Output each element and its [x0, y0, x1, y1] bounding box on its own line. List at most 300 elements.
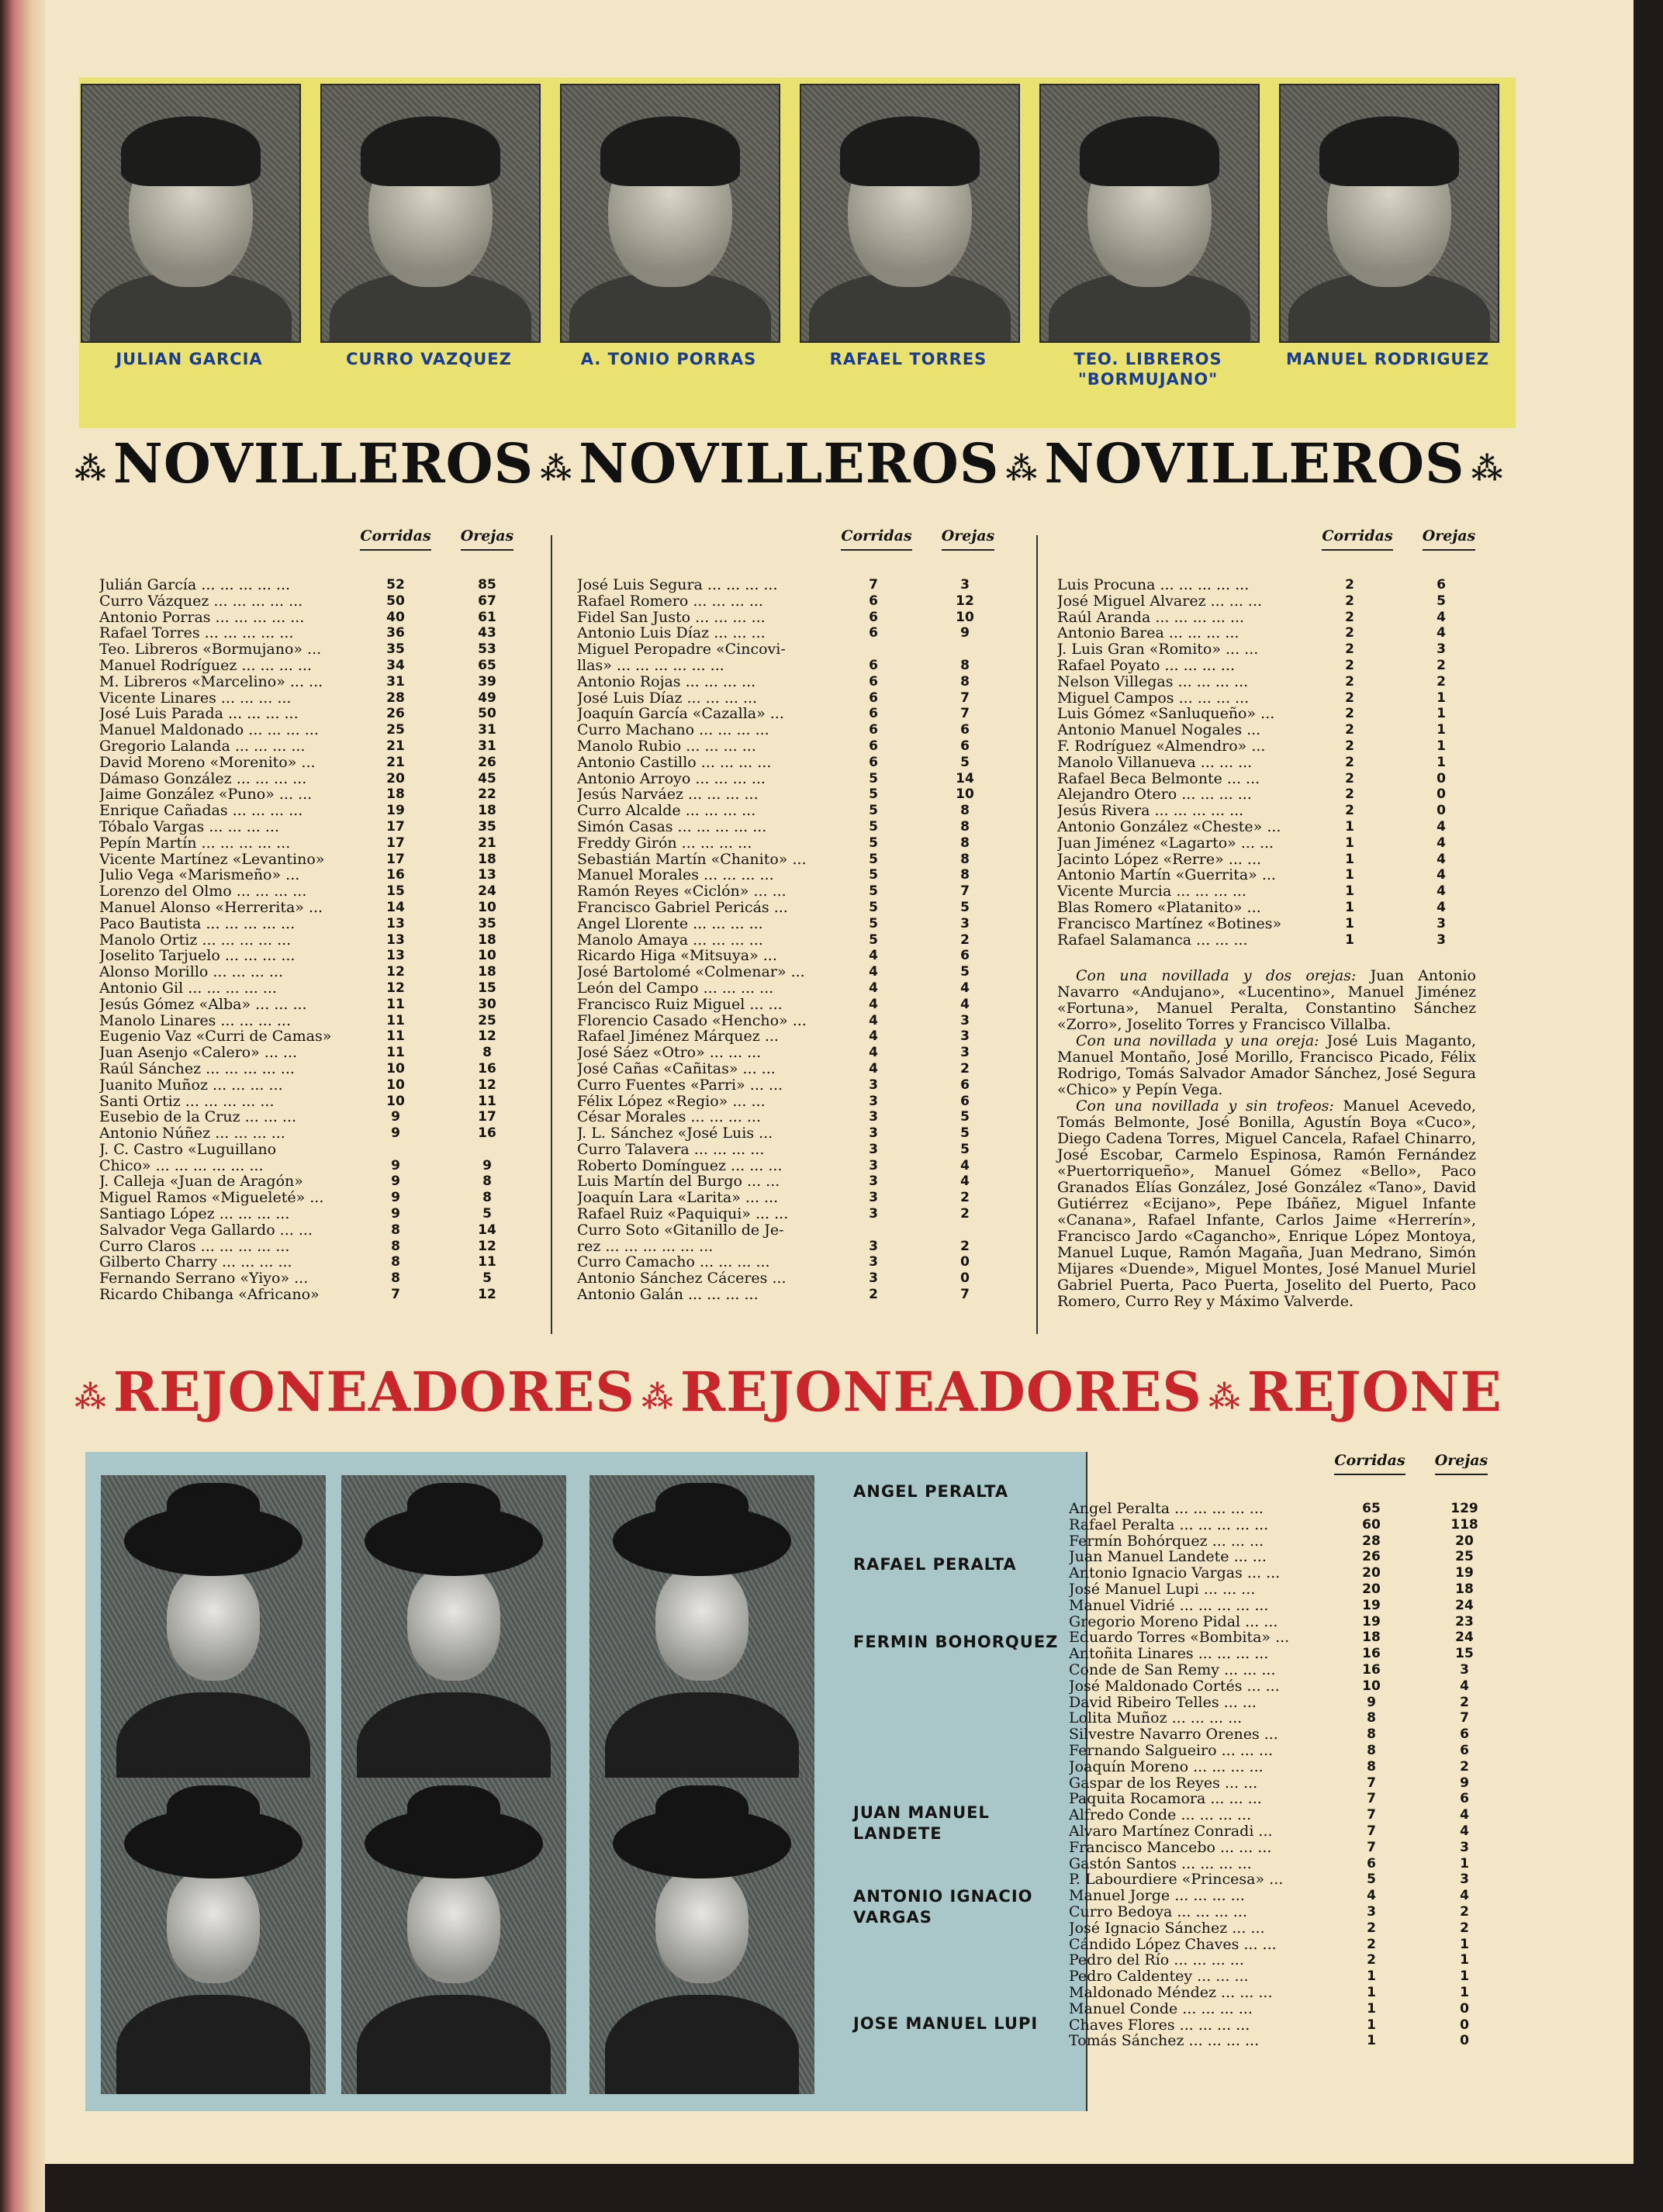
table-row: [577, 658, 1027, 674]
row-corridas: 2: [1345, 690, 1354, 706]
table-row: [1069, 1775, 1534, 1792]
table-row: [1069, 1968, 1534, 1985]
rejoneador-photo: [101, 1778, 326, 2094]
row-corridas: 6: [869, 722, 878, 738]
table-row: [99, 803, 549, 819]
table-row: [577, 577, 1027, 593]
row-orejas: 4: [1460, 1888, 1469, 1904]
portrait-hair: [1319, 116, 1459, 186]
row-name: José Luis Díaz ... ... ... ...: [577, 690, 758, 707]
row-corridas: 4: [869, 996, 878, 1012]
row-orejas: 14: [956, 770, 974, 786]
row-orejas: 18: [478, 964, 496, 980]
row-corridas: 11: [386, 1012, 405, 1028]
rejoneador-photo: [589, 1778, 814, 2094]
table-row: [1057, 786, 1492, 803]
row-corridas: 11: [386, 1045, 405, 1061]
row-name: Santiago López ... ... ... ...: [99, 1206, 290, 1222]
row-orejas: 6: [960, 722, 970, 738]
row-orejas: 2: [960, 1190, 970, 1206]
novilleros-photo-strip: [79, 78, 1516, 428]
row-name: Roberto Domínguez ... ... ...: [577, 1157, 783, 1174]
row-name: Francisco Mancebo ... ... ...: [1069, 1839, 1272, 1856]
row-name: Tóbalo Vargas ... ... ... ...: [99, 818, 279, 835]
row-corridas: 5: [869, 883, 878, 900]
table-row: [1069, 1662, 1534, 1678]
row-orejas: 3: [1437, 915, 1446, 931]
rejoneador-photo: [101, 1475, 326, 1792]
row-name: Alejandro Otero ... ... ... ...: [1057, 786, 1252, 804]
portrait-hair: [1080, 116, 1219, 186]
row-name: Rafael Torres ... ... ... ... ...: [99, 625, 294, 642]
row-name: Vicente Linares ... ... ... ...: [99, 690, 292, 707]
rider-body: [605, 1995, 799, 2094]
table-row: [577, 1270, 1027, 1287]
portrait-hair: [840, 116, 980, 186]
row-name: Antonio González «Cheste» ...: [1057, 818, 1281, 835]
row-corridas: 36: [386, 625, 405, 641]
row-orejas: 4: [960, 1173, 970, 1190]
row-corridas: 9: [391, 1109, 400, 1125]
row-name: Pedro del Río ... ... ... ...: [1069, 1952, 1244, 1969]
table-row: [99, 706, 549, 722]
row-orejas: 3: [960, 1028, 970, 1045]
row-name: Miguel Peropadre «Cincovi-: [577, 641, 786, 658]
table-row: [1069, 1904, 1534, 1920]
table-row: [577, 883, 1027, 900]
novilleros-table-1: [99, 577, 549, 1303]
row-corridas: 28: [1362, 1533, 1381, 1549]
ornament-icon: ⁂: [641, 1378, 674, 1415]
row-name: Ricardo Higa «Mitsuya» ...: [577, 948, 777, 965]
row-orejas: 1: [1460, 1952, 1469, 1968]
row-name: Curro Camacho ... ... ... ...: [577, 1254, 770, 1271]
row-name: Curro Bedoya ... ... ... ...: [1069, 1903, 1247, 1920]
row-name: Francisco Gabriel Pericás ...: [577, 899, 788, 916]
table-row: [1057, 883, 1492, 900]
row-name: Curro Vázquez ... ... ... ... ...: [99, 593, 303, 610]
row-corridas: 9: [391, 1157, 400, 1173]
table-row: [577, 722, 1027, 738]
row-name: P. Labourdiere «Princesa» ...: [1069, 1872, 1284, 1889]
rider-face: [407, 1867, 500, 1983]
row-name: Antonio Rojas ... ... ... ...: [577, 673, 756, 690]
rejoneadores-table: [1069, 1501, 1534, 2049]
row-name: Freddy Girón ... ... ... ...: [577, 835, 752, 852]
row-corridas: 1: [1367, 1968, 1376, 1985]
portrait-caption: MANUEL RODRIGUEZ: [1285, 350, 1490, 368]
row-name: Félix López «Regio» ... ...: [577, 1093, 766, 1110]
table-row: [1057, 674, 1492, 690]
row-orejas: 9: [1460, 1775, 1469, 1791]
row-corridas: 17: [386, 835, 405, 851]
rejoneadores-photo-panel: [85, 1452, 1086, 2111]
row-orejas: 0: [1460, 2033, 1469, 2049]
row-name: Francisco Ruiz Miguel ... ...: [577, 996, 783, 1013]
row-corridas: 4: [869, 980, 878, 996]
row-orejas: 3: [960, 915, 970, 931]
row-corridas: 18: [1362, 1630, 1381, 1646]
table-row: [577, 932, 1027, 949]
hat-crown-icon: [167, 1785, 260, 1840]
row-corridas: 5: [869, 835, 878, 851]
table-row: [99, 610, 549, 626]
note-text: Manuel Acevedo, Tomás Belmonte, José Bonilla, Agustín Boya «Cuco», Diego Cadena Torres, Miguel Cancela, Rafael Chinarro, José Escobar, Carmelo Espinosa, Ramón Fernández «Puertorriqueño», Manuel Gómez «Bello», Paco Granados Elías González, José González «Tano», David Gutiérrez «Ecijano», Pepe Ibáñez, Miguel Infante «Canana», Rafael Infante, Carlos Jaime «Herrerín», Francisco Jardo «Caganchо», Enrique López Montoya, Manuel Luque, Ramón Magaña, Juan Medrano, Simón Mijares «Duende», Miguel Montes, José Manuel Muriel Gabriel Puerta, Paco Puerta, Joselito del Puerto, Paco Romero, Curro Rey y Máximo Valverde.: [1057, 1097, 1476, 1310]
row-orejas: 4: [960, 980, 970, 996]
table-row: [1057, 916, 1492, 932]
row-orejas: 6: [1460, 1791, 1469, 1807]
row-name: Tomás Sánchez ... ... ... ...: [1069, 2033, 1260, 2050]
rider-face: [655, 1867, 749, 1983]
row-name: Curro Claros ... ... ... ... ...: [99, 1238, 290, 1255]
row-name: José Sáez «Otro» ... ... ...: [577, 1045, 762, 1061]
table-row: [577, 1190, 1027, 1206]
row-corridas: 3: [869, 1093, 878, 1109]
row-corridas: 26: [1362, 1549, 1381, 1565]
row-name: llas» ... ... ... ... ... ...: [577, 657, 724, 674]
row-name: F. Rodríguez «Almendro» ...: [1057, 738, 1266, 755]
rider-body: [116, 1995, 310, 2094]
row-orejas: 1: [1437, 754, 1446, 770]
row-name: Simón Casas ... ... ... ... ...: [577, 818, 767, 835]
row-orejas: 3: [960, 1012, 970, 1028]
row-orejas: 0: [1437, 770, 1446, 786]
table-row: [1069, 1501, 1534, 1517]
row-orejas: 4: [1437, 625, 1446, 641]
table-row: [577, 1125, 1027, 1142]
row-corridas: 3: [869, 1141, 878, 1157]
table-row: [1069, 1710, 1534, 1726]
row-name: Curro Alcalde ... ... ... ...: [577, 803, 756, 819]
row-name: J. Calleja «Juan de Aragón»: [99, 1173, 303, 1191]
row-name: J. Luis Gran «Romito» ... ...: [1057, 641, 1259, 658]
row-corridas: 20: [386, 770, 405, 786]
row-corridas: 16: [1362, 1661, 1381, 1678]
row-name: León del Campo ... ... ... ...: [577, 980, 774, 997]
row-name: Antonio Castillo ... ... ... ...: [577, 754, 772, 771]
row-orejas: 5: [1437, 593, 1446, 609]
rider-face: [655, 1564, 749, 1681]
table-row: [577, 819, 1027, 835]
row-orejas: 3: [1460, 1839, 1469, 1855]
table-row: [1069, 1759, 1534, 1775]
row-name: Antonio Núñez ... ... ... ...: [99, 1125, 285, 1142]
row-orejas: 4: [1460, 1807, 1469, 1823]
table-row: [99, 690, 549, 707]
portrait-hair: [361, 116, 500, 186]
heading-word: NOVILLEROS: [1044, 431, 1465, 496]
portrait-photo: [800, 84, 1020, 343]
row-corridas: 5: [869, 818, 878, 835]
row-orejas: 4: [1437, 851, 1446, 867]
row-corridas: 1: [1345, 883, 1354, 900]
row-corridas: 6: [869, 609, 878, 625]
table-row: [577, 1254, 1027, 1270]
table-row: [99, 1061, 549, 1077]
row-orejas: 1: [1437, 722, 1446, 738]
row-name: Gastón Santos ... ... ... ...: [1069, 1855, 1252, 1872]
row-corridas: 1: [1345, 915, 1354, 931]
row-name: Rafael Beca Belmonte ... ...: [1057, 770, 1260, 787]
novilleros-heading: [68, 431, 1510, 496]
row-orejas: 50: [478, 706, 496, 722]
table-row: [99, 916, 549, 932]
corridas-header: Corridas: [349, 527, 442, 551]
row-orejas: 7: [960, 690, 970, 706]
row-orejas: 6: [960, 1077, 970, 1093]
table-row: [577, 641, 1027, 658]
row-corridas: 2: [1345, 786, 1354, 803]
row-orejas: 0: [1460, 2000, 1469, 2017]
row-orejas: 25: [478, 1012, 496, 1028]
row-corridas: 2: [1345, 754, 1354, 770]
row-corridas: 3: [1367, 1903, 1376, 1920]
table-row: [577, 900, 1027, 916]
corridas-header: Corridas: [830, 527, 923, 551]
row-orejas: 18: [478, 851, 496, 867]
row-name: Alvaro Martínez Conradi ...: [1069, 1823, 1273, 1840]
table-row: [1069, 1985, 1534, 2001]
row-name: Eugenio Vaz «Curri de Camas»: [99, 1028, 332, 1046]
row-corridas: 2: [1345, 641, 1354, 658]
table-row: [1057, 610, 1492, 626]
row-corridas: 5: [1367, 1872, 1376, 1888]
row-name: M. Libreros «Marcelino» ... ...: [99, 673, 323, 690]
row-corridas: 6: [869, 706, 878, 722]
row-orejas: 1: [1437, 738, 1446, 754]
table-row: [1057, 577, 1492, 593]
table-row: [99, 867, 549, 883]
note-paragraph: [1057, 968, 1476, 1033]
row-orejas: 4: [1437, 818, 1446, 835]
row-name: Nelson Villegas ... ... ... ...: [1057, 673, 1249, 690]
row-orejas: 0: [960, 1270, 970, 1287]
row-orejas: 4: [960, 1157, 970, 1173]
row-name: Rafael Ruiz «Paquiqui» ... ...: [577, 1206, 789, 1222]
rider-body: [357, 1995, 551, 2094]
row-orejas: 7: [960, 883, 970, 900]
row-name: José Ignacio Sánchez ... ...: [1069, 1920, 1265, 1937]
table-row: [1069, 1920, 1534, 1937]
ornament-icon: ⁂: [74, 450, 107, 487]
table-row: [99, 1013, 549, 1029]
rider-face: [167, 1867, 260, 1983]
row-orejas: 8: [960, 657, 970, 673]
table-row: [1057, 593, 1492, 610]
row-orejas: 5: [960, 1125, 970, 1142]
rider-face: [167, 1564, 260, 1681]
row-orejas: 4: [1437, 883, 1446, 900]
row-corridas: 1: [1345, 899, 1354, 915]
row-orejas: 0: [1460, 2017, 1469, 2033]
row-orejas: 24: [478, 883, 496, 900]
portrait-caption: A. TONIO PORRAS: [580, 350, 757, 368]
table-row: [1057, 625, 1492, 641]
row-corridas: 2: [1367, 1952, 1376, 1968]
rejoneador-caption: RAFAEL PERALTA: [853, 1555, 1017, 1574]
row-orejas: 49: [478, 690, 496, 706]
row-orejas: 5: [960, 754, 970, 770]
table-row: [577, 690, 1027, 707]
row-name: Lorenzo del Olmo ... ... ... ...: [99, 883, 307, 900]
row-orejas: 118: [1450, 1516, 1478, 1533]
table-row: [577, 738, 1027, 755]
row-orejas: 8: [960, 818, 970, 835]
ornament-icon: ⁂: [1471, 450, 1504, 487]
row-corridas: 1: [1367, 1984, 1376, 2000]
table-row: [99, 1173, 549, 1190]
row-orejas: 9: [960, 625, 970, 641]
table-row: [99, 674, 549, 690]
table-row: [1057, 641, 1492, 658]
row-orejas: 2: [960, 1238, 970, 1254]
table-row: [1069, 1678, 1534, 1695]
table-row: [577, 1109, 1027, 1125]
row-name: Fernando Serrano «Yiyo» ...: [99, 1270, 309, 1287]
row-name: Eusebio de la Cruz ... ... ...: [99, 1109, 297, 1126]
row-corridas: 2: [1345, 706, 1354, 722]
row-orejas: 4: [1460, 1678, 1469, 1694]
hat-crown-icon: [655, 1785, 749, 1840]
row-corridas: 3: [869, 1125, 878, 1142]
row-name: J. L. Sánchez «José Luis ...: [577, 1125, 773, 1142]
row-corridas: 12: [386, 964, 405, 980]
row-orejas: 18: [1455, 1581, 1474, 1597]
row-name: Julián García ... ... ... ... ...: [99, 577, 291, 593]
row-name: Manolo Rubio ... ... ... ...: [577, 738, 756, 755]
row-orejas: 9: [482, 1157, 492, 1173]
row-corridas: 8: [391, 1238, 400, 1254]
row-name: Luis Procuna ... ... ... ... ...: [1057, 577, 1250, 593]
row-corridas: 6: [869, 690, 878, 706]
row-corridas: 9: [1367, 1694, 1376, 1710]
row-name: Luis Gómez «Sanluqueño» ...: [1057, 706, 1275, 723]
row-orejas: 5: [960, 964, 970, 980]
row-orejas: 11: [478, 1093, 496, 1109]
table-row: [1069, 1726, 1534, 1743]
table-row: [577, 1287, 1027, 1303]
portrait-photo: [320, 84, 541, 343]
portrait-caption: JULIAN GARCIA: [116, 350, 263, 368]
row-corridas: 17: [386, 818, 405, 835]
row-name: Antonio Manuel Nogales ...: [1057, 722, 1261, 738]
row-name: José Bartolomé «Colmenar» ...: [577, 964, 805, 980]
row-orejas: 10: [956, 786, 974, 803]
table-row: [577, 625, 1027, 641]
row-orejas: 45: [478, 770, 496, 786]
row-name: Manolo Ortiz ... ... ... ... ...: [99, 931, 292, 949]
table-row: [99, 755, 549, 771]
row-orejas: 1: [1460, 1936, 1469, 1952]
row-corridas: 6: [869, 738, 878, 754]
row-corridas: 4: [869, 1045, 878, 1061]
row-orejas: 2: [1437, 657, 1446, 673]
row-name: Ricardo Chibanga «Africano»: [99, 1287, 320, 1303]
row-name: Eduardo Torres «Bombita» ...: [1069, 1630, 1290, 1647]
row-corridas: 2: [1345, 609, 1354, 625]
row-orejas: 25: [1455, 1549, 1474, 1565]
row-orejas: 35: [478, 915, 496, 931]
row-name: Gregorio Moreno Pidal ... ...: [1069, 1613, 1278, 1630]
row-name: Curro Talavera ... ... ... ...: [577, 1141, 765, 1158]
row-orejas: 4: [1460, 1823, 1469, 1839]
row-name: Juan Asenjo «Calero» ... ...: [99, 1045, 298, 1061]
row-corridas: 5: [869, 867, 878, 883]
novilleros-table-3: [1057, 577, 1492, 948]
row-name: Manuel Jorge ... ... ... ...: [1069, 1888, 1245, 1904]
table-row: [1069, 1937, 1534, 1953]
table-row: [99, 1109, 549, 1125]
row-orejas: 2: [1460, 1920, 1469, 1936]
table-row: [99, 1239, 549, 1255]
row-name: Florencio Casado «Hencho» ...: [577, 1012, 807, 1029]
row-orejas: 2: [960, 1060, 970, 1077]
row-name: Miguel Campos ... ... ... ...: [1057, 690, 1250, 707]
row-corridas: 19: [1362, 1597, 1381, 1613]
hat-crown-icon: [407, 1785, 500, 1840]
row-corridas: 1: [1345, 818, 1354, 835]
row-orejas: 13: [478, 867, 496, 883]
row-orejas: 6: [960, 1093, 970, 1109]
row-name: David Ribeiro Telles ... ...: [1069, 1694, 1257, 1711]
table-row: [99, 1045, 549, 1061]
row-corridas: 26: [386, 706, 405, 722]
row-corridas: 8: [391, 1254, 400, 1270]
row-name: Raúl Aranda ... ... ... ... ...: [1057, 609, 1245, 626]
row-corridas: 1: [1367, 2000, 1376, 2017]
table-row: [99, 1077, 549, 1094]
table-row: [99, 964, 549, 980]
row-name: David Moreno «Morenito» ...: [99, 754, 316, 771]
row-corridas: 8: [1367, 1726, 1376, 1743]
row-corridas: 4: [869, 964, 878, 980]
row-name: César Morales ... ... ... ...: [577, 1109, 761, 1126]
heading-word: REJONEADORES: [112, 1360, 635, 1424]
book-spine: [0, 0, 45, 2212]
row-corridas: 5: [869, 803, 878, 819]
row-orejas: 12: [478, 1028, 496, 1045]
row-orejas: 21: [478, 835, 496, 851]
row-corridas: 4: [869, 948, 878, 964]
table-row: [1057, 932, 1492, 949]
row-name: rez ... ... ... ... ... ...: [577, 1238, 714, 1255]
row-orejas: 8: [482, 1190, 492, 1206]
row-corridas: 3: [869, 1270, 878, 1287]
row-corridas: 3: [869, 1173, 878, 1190]
table-row: [1057, 803, 1492, 819]
row-orejas: 22: [478, 786, 496, 803]
row-name: José Luis Parada ... ... ... ...: [99, 706, 299, 723]
table-row: [1057, 755, 1492, 771]
orejas-header: Orejas: [1410, 527, 1488, 551]
row-name: Conde de San Remy ... ... ...: [1069, 1661, 1276, 1678]
table-row: [99, 786, 549, 803]
orejas-header: Orejas: [929, 527, 1007, 551]
table-row: [1069, 1581, 1534, 1598]
row-name: Joaquín Moreno ... ... ... ...: [1069, 1758, 1264, 1775]
table-row: [1069, 1791, 1534, 1807]
heading-word: NOVILLEROS: [112, 431, 534, 496]
row-orejas: 31: [478, 722, 496, 738]
row-name: Antonio Arroyo ... ... ... ...: [577, 770, 766, 787]
rejoneador-caption: JUAN MANUEL LANDETE: [853, 1803, 990, 1843]
hat-crown-icon: [407, 1483, 500, 1537]
row-corridas: 6: [869, 754, 878, 770]
table-row: [1069, 1517, 1534, 1533]
table-row: [99, 771, 549, 787]
table-row: [1069, 1565, 1534, 1581]
table-row: [577, 835, 1027, 852]
